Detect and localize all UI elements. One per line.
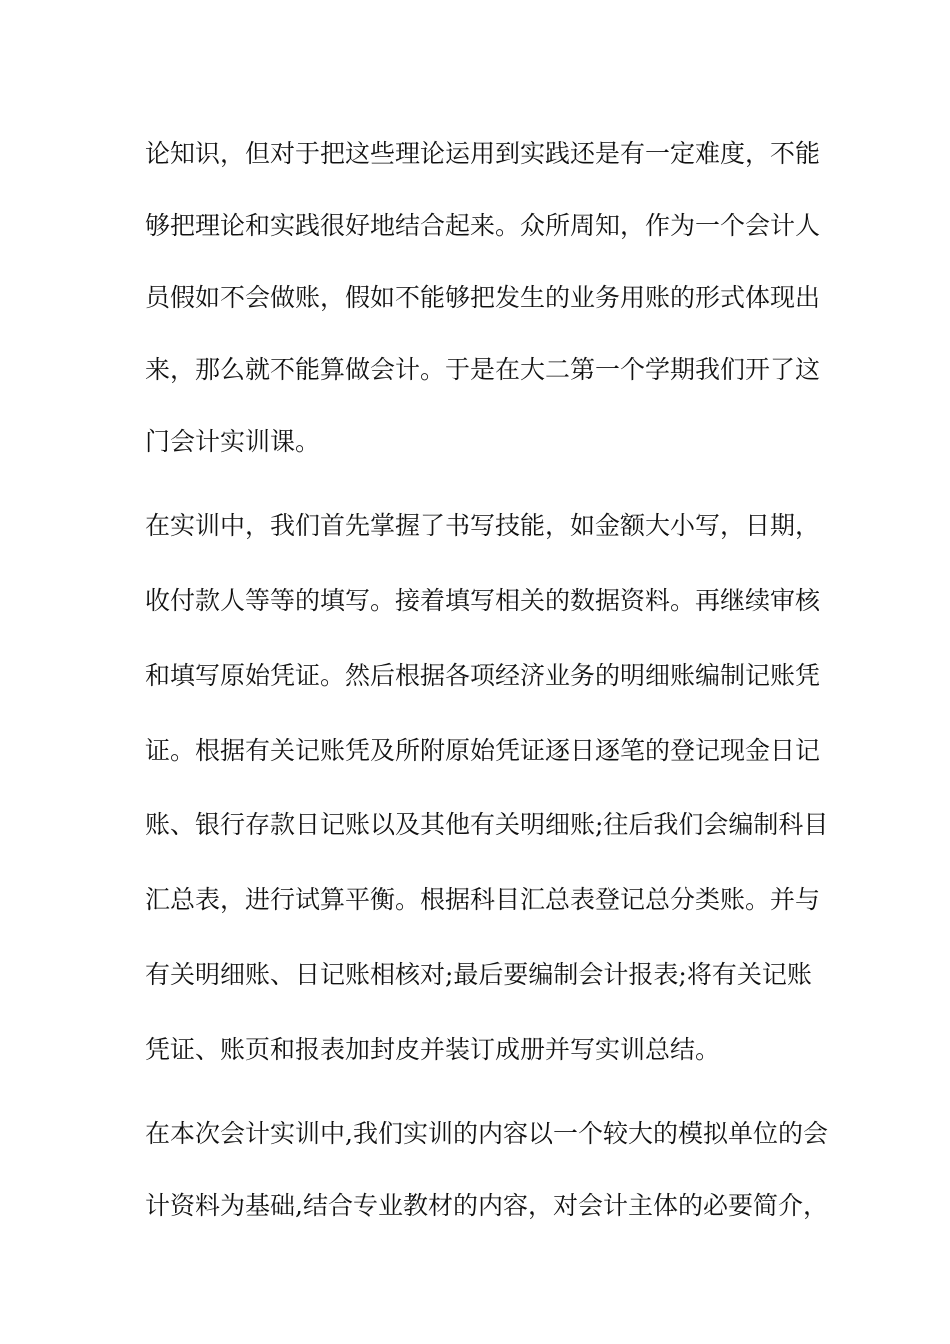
text-line-4: 来，那么就不能算做会计。于是在大二第一个学期我们开了这 <box>145 355 821 384</box>
text-line-5: 门会计实训课。 <box>145 427 321 456</box>
text-line-9: 证。根据有关记账凭及所附原始凭证逐日逐笔的登记现金日记 <box>145 736 821 765</box>
text-line-1: 论知识，但对于把这些理论运用到实践还是有一定难度，不能 <box>145 139 821 168</box>
text-line-6: 在实训中，我们首先掌握了书写技能，如金额大小写，日期， <box>145 511 821 540</box>
text-line-10: 账、银行存款日记账以及其他有关明细账;往后我们会编制科目 <box>145 810 829 839</box>
text-line-7: 收付款人等等的填写。接着填写相关的数据资料。再继续审核 <box>145 586 821 615</box>
text-line-14: 在本次会计实训中,我们实训的内容以一个较大的模拟单位的会 <box>145 1119 828 1148</box>
text-line-11: 汇总表，进行试算平衡。根据科目汇总表登记总分类账。并与 <box>145 885 821 914</box>
text-line-15: 计资料为基础,结合专业教材的内容，对会计主体的必要简介， <box>145 1191 828 1220</box>
text-line-12: 有关明细账、日记账相核对;最后要编制会计报表;将有关记账 <box>145 960 812 989</box>
text-line-2: 够把理论和实践很好地结合起来。众所周知，作为一个会计人 <box>145 211 821 240</box>
text-line-8: 和填写原始凭证。然后根据各项经济业务的明细账编制记账凭 <box>145 661 821 690</box>
text-line-3: 员假如不会做账，假如不能够把发生的业务用账的形式体现出 <box>145 283 821 312</box>
text-line-13: 凭证、账页和报表加封皮并装订成册并写实训总结。 <box>145 1035 721 1064</box>
